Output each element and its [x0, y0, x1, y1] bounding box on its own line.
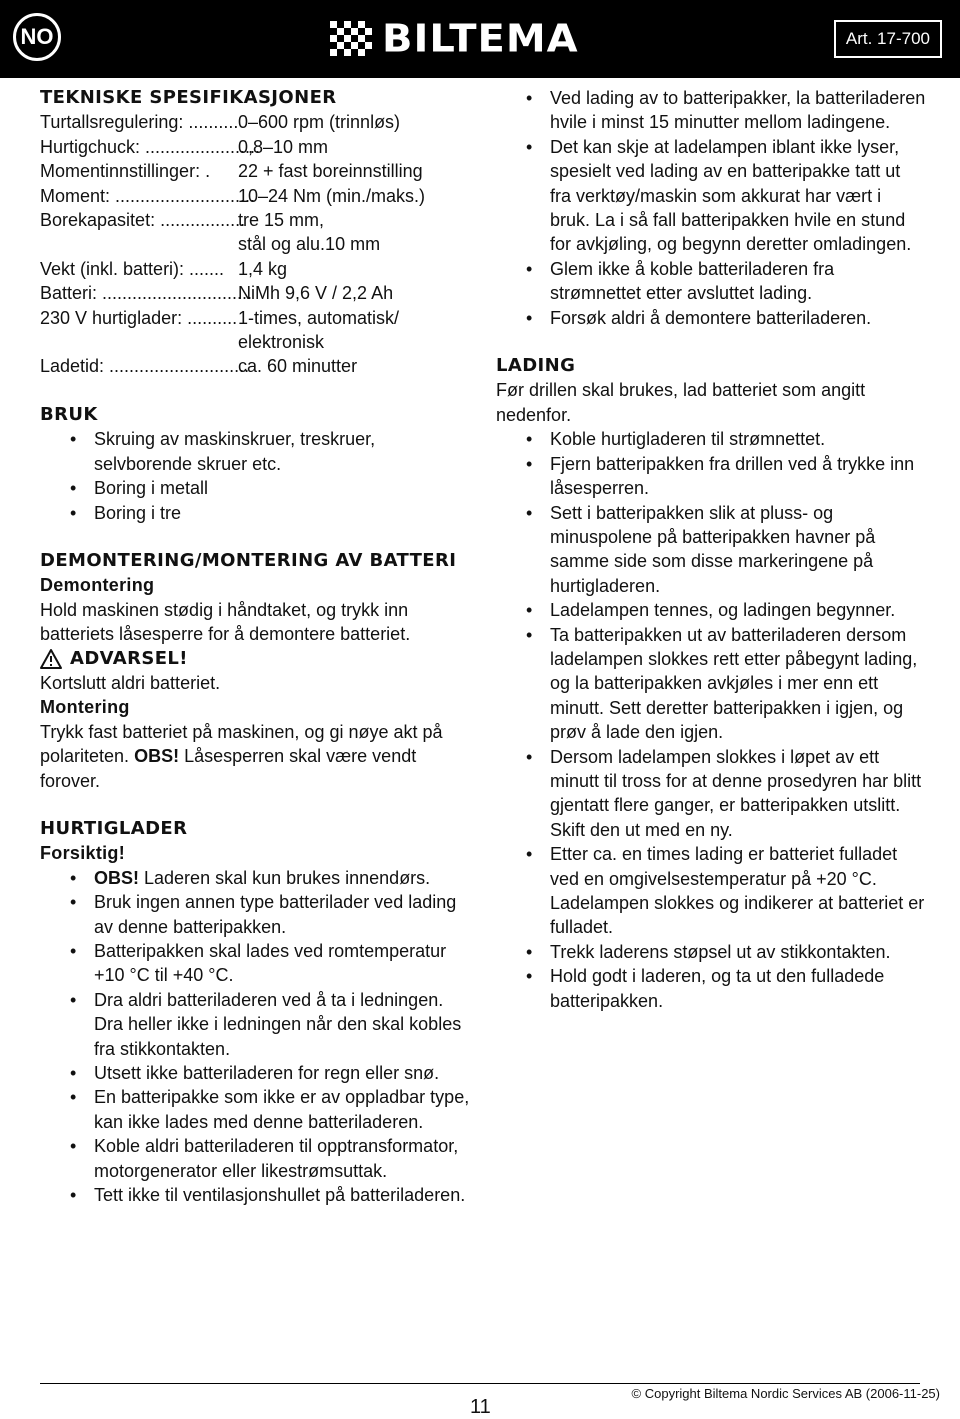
spec-label: Momentinnstillinger: .	[40, 161, 211, 182]
list-item: • Batteripakken skal lades ved romtemperatur +10 °C til +40 °C.	[40, 939, 470, 988]
spec-value: 0,8–10 mm	[238, 136, 329, 157]
montering-text-b: Låsesperren skal være vendt forover.	[40, 746, 417, 791]
language-badge: NO	[13, 13, 61, 61]
brand-logo	[330, 14, 579, 64]
charger-list-continued	[496, 86, 926, 330]
spec-value: NiMh 9,6 V / 2,2 Ah	[238, 283, 394, 304]
left-column	[40, 86, 470, 1207]
lading-intro: Før drillen skal brukes, lad batteriet som angitt nedenfor.	[496, 380, 866, 425]
list-item: • Boring i metall	[40, 476, 470, 500]
list-item: • Koble aldri batteriladeren til opptransformator, motorgenerator eller likestrømsuttak.	[40, 1134, 470, 1183]
warning-triangle-icon	[40, 649, 62, 669]
spec-value: stål og alu.10 mm	[238, 234, 381, 255]
warning-row	[40, 647, 470, 671]
spec-row	[40, 208, 470, 232]
list-item: • Glem ikke å koble batteriladeren fra strømnettet etter avsluttet lading.	[496, 257, 926, 306]
spec-label	[40, 232, 238, 256]
spec-row	[40, 354, 470, 378]
spec-row	[40, 135, 470, 159]
montering-subheading: Montering	[40, 697, 130, 718]
charger-list	[40, 866, 470, 1208]
list-item: • Sett i batteripakken slik at pluss- og minuspolene på batteripakken havner på samme side som disse markeringene på hurtigladeren.	[496, 501, 926, 599]
spec-label	[40, 330, 238, 354]
spec-label: Vekt (inkl. batteri): .......	[40, 258, 225, 279]
list-item: • Ta batteripakken ut av batteriladeren dersom ladelampen slokkes rett etter påbegynt lading, og la batteripakken avkjøles i mer enn ett minutt. Sett deretter batteripakken i igjen, og prøv å lade den igjen.	[496, 623, 926, 745]
article-number: Art. 17-700	[834, 20, 942, 58]
list-item: • Etter ca. en times lading er batteriet fulladet ved en omgivelsestemperatur på +20 °C. Ladelampen slokkes og indikerer at batteriet er fulladet.	[496, 842, 926, 940]
spec-label: 230 V hurtiglader: ..........	[40, 307, 238, 328]
spec-row	[40, 257, 470, 281]
spec-label: Ladetid: ............................	[40, 356, 250, 377]
spec-value: tre 15 mm,	[238, 210, 325, 231]
spec-value: 1-times, automatisk/	[238, 307, 400, 328]
spec-label: Batteri: ..............................	[40, 283, 253, 304]
copyright-notice: © Copyright Biltema Nordic Services AB (2006-11-25)	[631, 1386, 940, 1401]
specs-table	[40, 110, 470, 378]
obs-label: OBS!	[94, 867, 139, 888]
spec-label: Hurtigchuck: .......................	[40, 136, 261, 157]
battery-heading: DEMONTERING/MONTERING AV BATTERI	[40, 549, 457, 571]
list-item: • Dersom ladelampen slokkes i løpet av ett minutt til tross for at denne prosedyren har blitt gjentatt flere ganger, er batteripakken utslitt. Skift den ut med en ny.	[496, 745, 926, 843]
lading-heading: LADING	[496, 355, 576, 377]
spec-label: Moment: ............................	[40, 185, 256, 206]
warning-text: Kortslutt aldri batteriet.	[40, 672, 221, 693]
warning-label: ADVARSEL!	[70, 647, 188, 669]
list-item: • Tett ikke til ventilasjonshullet på batteriladeren.	[40, 1183, 470, 1207]
spec-row	[40, 232, 470, 256]
page-number: 11	[470, 1396, 491, 1418]
demontering-subheading: Demontering	[40, 575, 155, 596]
spec-row	[40, 110, 470, 134]
lading-list	[496, 427, 926, 1013]
brand-name: BILTEMA	[382, 17, 579, 61]
list-item	[40, 866, 470, 890]
spec-label: Turtallsregulering: ..........	[40, 112, 239, 133]
demontering-text: Hold maskinen stødig i håndtaket, og trykk inn batteriets låsesperre for å demontere batteriet.	[40, 599, 411, 645]
spec-label: Borekapasitet: .................	[40, 210, 246, 231]
bruk-list	[40, 427, 470, 525]
caution-subheading: Forsiktig!	[40, 843, 126, 864]
list-item: • Utsett ikke batteriladeren for regn eller snø.	[40, 1061, 470, 1085]
list-item: • Ved lading av to batteripakker, la batteriladeren hvile i minst 15 minutter mellom ladingene.	[496, 86, 926, 135]
right-column	[496, 86, 926, 1013]
bruk-heading: BRUK	[40, 403, 98, 425]
list-item: • Koble hurtigladeren til strømnettet.	[496, 427, 926, 451]
spec-row	[40, 306, 470, 330]
list-item: • Boring i tre	[40, 501, 470, 525]
montering-text	[40, 720, 470, 793]
montering-text-a: Trykk fast batteriet på maskinen, og gi nøye akt på polariteten.	[40, 721, 443, 767]
list-item: • Dra aldri batteriladeren ved å ta i ledningen. Dra heller ikke i ledningen når den skal kobles fra stikkontakten.	[40, 988, 470, 1061]
list-item: • Det kan skje at ladelampen iblant ikke lyser, spesielt ved lading av en batteripakke tatt ut fra verktøy/maskin som akkurat har vært i bruk. La i så fall batteripakken hvile en stund for avkjøling, og begynn deretter omladingen.	[496, 135, 926, 257]
specs-heading: TEKNISKE SPESIFIKASJONER	[40, 87, 337, 108]
spec-row	[40, 330, 470, 354]
spec-value: 10–24 Nm (min./maks.)	[238, 185, 426, 206]
spec-row	[40, 159, 470, 183]
list-item: • Forsøk aldri å demontere batteriladeren.	[496, 306, 926, 330]
list-item-text: Laderen skal kun brukes innendørs.	[144, 867, 431, 888]
spec-value: 22 + fast boreinnstilling	[238, 161, 423, 182]
spec-value: ca. 60 minutter	[238, 356, 358, 377]
spec-value: 1,4 kg	[238, 258, 288, 279]
list-item: • En batteripakke som ikke er av oppladbar type, kan ikke lades med denne batteriladeren.	[40, 1085, 470, 1134]
obs-label: OBS!	[134, 746, 180, 767]
checker-flag-icon	[330, 21, 374, 57]
spec-value: elektronisk	[238, 332, 325, 353]
spec-value: 0–600 rpm (trinnløs)	[238, 112, 401, 133]
list-item: • Ladelampen tennes, og ladingen begynner.	[496, 598, 926, 622]
charger-heading: HURTIGLADER	[40, 817, 188, 839]
list-item: • Skruing av maskinskruer, treskruer, selvborende skruer etc.	[40, 427, 470, 476]
spec-row	[40, 281, 470, 305]
footer-divider	[40, 1383, 920, 1384]
list-item: • Fjern batteripakken fra drillen ved å trykke inn låsesperren.	[496, 452, 926, 501]
list-item: • Bruk ingen annen type batterilader ved lading av denne batteripakken.	[40, 890, 470, 939]
list-item: • Trekk laderens støpsel ut av stikkontakten.	[496, 940, 926, 964]
spec-row	[40, 184, 470, 208]
page-header	[0, 0, 960, 78]
list-item: • Hold godt i laderen, og ta ut den fulladede batteripakken.	[496, 964, 926, 1013]
